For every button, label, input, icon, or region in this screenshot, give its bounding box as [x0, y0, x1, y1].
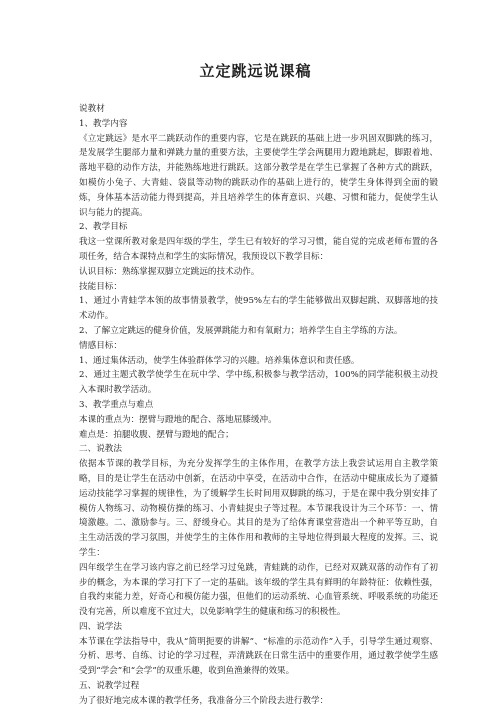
heading-teaching-goals: 2、教学目标	[79, 222, 128, 233]
heading-teaching-content: 1、教学内容	[79, 118, 128, 129]
heading-emotional-goals: 情感目标：	[79, 340, 122, 351]
paragraph-teaching-process: 为了很好地完成本课的教学任务，我准备分三个阶段去进行教学：	[79, 695, 329, 706]
heading-key-points: 3、教学重点与难点	[79, 399, 154, 410]
heading-teaching-process: 五、说教学过程	[79, 681, 140, 692]
heading-teaching-method: 二、说教法	[79, 444, 122, 455]
paragraph-students: 四年级学生在学习该内容之前已经学习过兔跳，青蛙跳的动作，已经对双跳双落的动作有了初步的概念，为本课的学习打下了一定的基础。该年级的学生具有鲜明的年龄特征：依赖性强，自我约束能力差，好奇心和模仿能力强，但他们的运动系统、心血管系统、呼吸系统的功能还没有完善，所以难度不宜过大，以免影响学生的健康和练习的积极性。	[79, 562, 438, 618]
paragraph-difficulty: 难点是：拍腿收腹、摆臂与蹬地的配合；	[79, 429, 234, 440]
heading-skill-goals: 技能目标：	[79, 281, 122, 292]
heading-teaching-material: 说教材	[79, 104, 105, 114]
paragraph-emotional-goal-1: 1、通过集体活动，使学生体验群体学习的兴趣。培养集体意识和责任感。	[79, 355, 360, 366]
paragraph-skill-goal-2: 2、了解立定跳远的健身价值，发展弹跳能力和有氧耐力；培养学生自主学练的方法。	[79, 325, 403, 336]
paragraph-skill-goal-1: 1、通过小青蛙学本领的故事情景教学，使95%左右的学生能够做出双脚起跳、双脚落地的技术动作。	[79, 296, 438, 322]
paragraph-key-point: 本课的重点为：摆臂与蹬地的配合、落地屈膝缓冲。	[79, 414, 277, 425]
document-title: 立定跳远说课稿	[199, 62, 312, 80]
paragraph-cognitive-goal: 认识目标：熟练掌握双脚立定跳远的技术动作。	[79, 266, 260, 277]
paragraph-goals-intro: 我这一堂课所教对象是四年级的学生，学生已有较好的学习习惯，能自觉的完成老师布置的各项任务，结合本课特点和学生的实际情况，我预设以下教学目标：	[79, 237, 438, 262]
document-body	[79, 102, 438, 709]
paragraph-content-description: 《立定跳远》是水平二跳跃动作的重要内容，它是在跳跃的基础上进一步巩固双脚跳的练习，是发展学生腿部力量和弹跳力量的重要方法，主要使学生学会两腿用力蹬地跳起，脚跟着地、落地平稳的动作方法，并能熟练地进行跳跃。这部分教学是在学生已掌握了各种方式的跳跃，如模仿小兔子、大青蛙、袋鼠等动物的跳跃动作的基础上进行的，使学生身体得到全面的锻炼，身体基本活动能力得到提高，并且培养学生的体育意识、兴趣、习惯和能力，促使学生认识与能力的提高。	[79, 133, 438, 218]
paragraph-learning-method: 本节课在学法指导中，我从“简明扼要的讲解”、“标准的示范动作”入手，引导学生通过观察、分析、思考、自练、讨论的学习过程，弄清跳跃在日常生活中的重要作用，通过教学使学生感受到“学会”和“会学”的双重乐趣，收到鱼渔兼得的效果。	[79, 636, 438, 677]
heading-learning-method: 四、说学法	[79, 621, 122, 632]
paragraph-emotional-goal-2: 2、通过主题式教学使学生在玩中学、学中练,积极参与教学活动，100%的同学能积极主动投入本课时教学活动。	[79, 370, 438, 396]
paragraph-teaching-method: 依据本节课的教学目标，为充分发挥学生的主体作用，在教学方法上我尝试运用自主教学策略，目的是让学生在活动中创新，在活动中享受，在活动中合作，在活动中健康成长为了遵循运动技能学习掌握的规律性，为了缓解学生长时间用双脚跳的练习，于是在课中我分别安排了模仿人物练习、动物模仿操的练习、小青蛙捉虫子等过程。本节课我设计为三个环节：一、情境激趣。二、激励参与。三、舒缓身心。其目的是为了给体育课堂营造出一个种平等互助，自主生动活泼的学习氛围，并使学生的主体作用和教师的主导地位得到最大程度的发挥。三、说学生：	[79, 459, 438, 558]
